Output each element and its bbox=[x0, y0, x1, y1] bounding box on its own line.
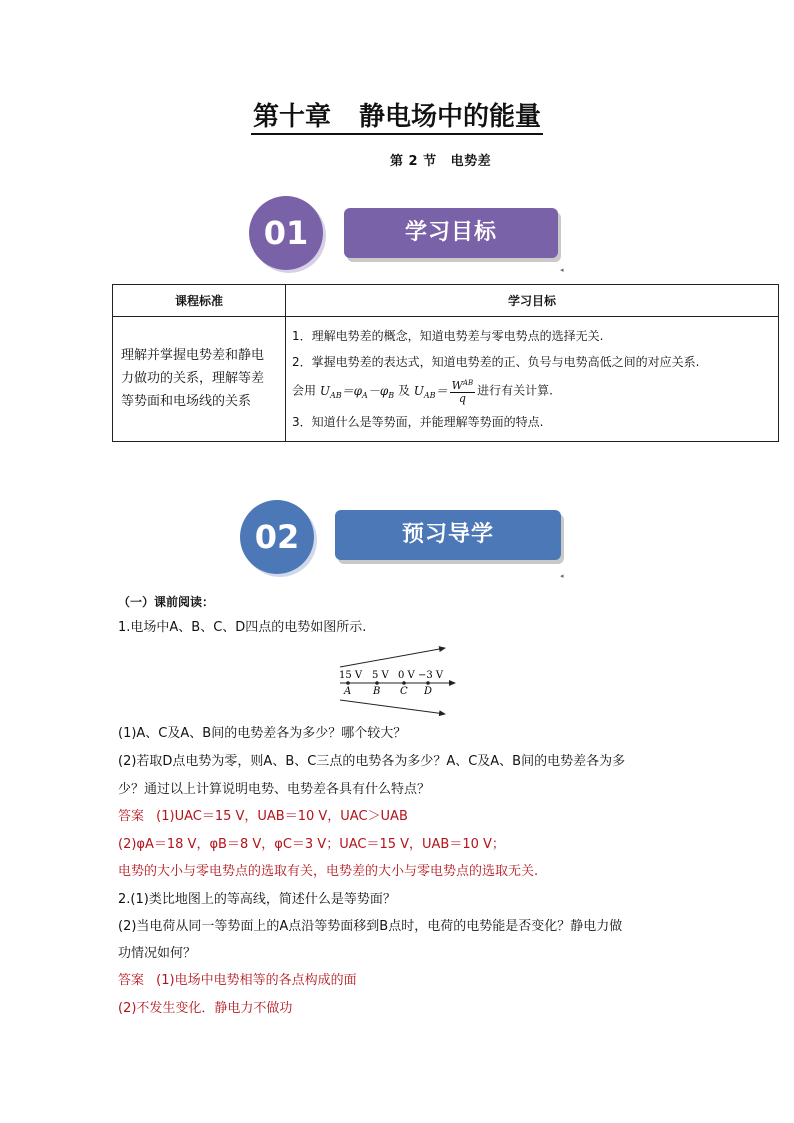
paragraph-mark-icon: ◂ bbox=[560, 266, 564, 274]
chapter-name: 静电场中的能量 bbox=[359, 102, 542, 132]
badge-banner: 学习目标 bbox=[344, 208, 558, 258]
formula-suffix: 进行有关计算. bbox=[477, 383, 553, 398]
objectives-cell bbox=[286, 317, 779, 442]
answer-label: 答案 bbox=[118, 973, 145, 988]
standard-line: 力做功的关系，理解等差 bbox=[121, 371, 265, 387]
section-title bbox=[390, 150, 491, 169]
badge-number-circle: 01 bbox=[249, 196, 323, 270]
field-line-lower bbox=[340, 700, 445, 714]
goals-table bbox=[112, 284, 779, 442]
point-dot bbox=[426, 681, 430, 685]
point-dot bbox=[346, 681, 350, 685]
field-line-upper bbox=[340, 648, 445, 667]
answer-text: (1)电场中电势相等的各点构成的面 bbox=[156, 973, 357, 988]
point-label: C bbox=[400, 686, 408, 697]
badge-number-circle: 02 bbox=[240, 500, 314, 574]
col-header-standard: 课程标准 bbox=[113, 285, 286, 317]
table-header-row bbox=[113, 285, 779, 317]
question-1-2-line2: 少？通过以上计算说明电势、电势差各具有什么特点？ bbox=[118, 782, 431, 797]
potential-diagram bbox=[335, 640, 465, 720]
point-label: D bbox=[424, 686, 433, 697]
potential-label: 5 V bbox=[372, 670, 389, 681]
badge-banner: 预习导学 bbox=[335, 510, 561, 560]
potential-label: 0 V bbox=[398, 670, 415, 681]
potential-label: 15 V bbox=[339, 670, 363, 681]
question-1-1: (1)A、C及A、B间的电势差各为多少？哪个较大？ bbox=[118, 726, 407, 741]
question-2-1: 2.(1)类比地图上的等高线，简述什么是等势面？ bbox=[118, 892, 396, 907]
answer-1-line1 bbox=[118, 803, 408, 831]
section-number: 第 2 节 bbox=[390, 154, 437, 169]
question-2-2-line1: (2)当电荷从同一等势面上的A点沿等势面移到B点时，电荷的电势能是否变化？静电力做 bbox=[118, 919, 623, 934]
formula-connector: 及 bbox=[397, 383, 410, 398]
reading-heading: （一）课前阅读： bbox=[118, 595, 215, 609]
question-2-2-line2: 功情况如何？ bbox=[118, 946, 197, 961]
objective-item-2: 2．掌握电势差的表达式，知道电势差的正、负号与电势高低之间的对应关系. bbox=[292, 355, 700, 369]
course-standard-cell bbox=[113, 317, 286, 442]
answer-1-line3: 电势的大小与零电势点的选取有关，电势差的大小与零电势点的选取无关. bbox=[118, 864, 539, 879]
standard-line: 等势面和电场线的关系 bbox=[121, 394, 252, 410]
answer-1-line2: (2)φA＝18 V，φB＝8 V，φC＝3 V；UAC＝15 V，UAB＝10 V； bbox=[118, 837, 505, 852]
table-row bbox=[113, 317, 779, 442]
standard-line: 理解并掌握电势差和静电 bbox=[121, 348, 265, 364]
chapter-title bbox=[0, 96, 794, 133]
objective-item-1: 1．理解电势差的概念，知道电势差与零电势点的选择无关. bbox=[292, 329, 604, 343]
objective-formula-line bbox=[292, 377, 772, 407]
point-label: B bbox=[373, 686, 381, 697]
paragraph-mark-icon: ◂ bbox=[560, 572, 564, 580]
formula-prefix: 会用 bbox=[292, 383, 317, 398]
answer-label: 答案 bbox=[118, 809, 145, 824]
point-dot bbox=[402, 681, 406, 685]
answer-2-line1 bbox=[118, 967, 357, 995]
answer-text: (1)UAC＝15 V，UAB＝10 V，UAC＞UAB bbox=[156, 809, 408, 824]
formula-uab-work: $U_{AB}=$ $\frac{W^{AB}}{q}$ bbox=[413, 379, 474, 405]
point-dot bbox=[375, 681, 379, 685]
question-1-2-line1: (2)若取D点电势为零，则A、B、C三点的电势各为多少？A、C及A、B间的电势差各为多 bbox=[118, 754, 626, 769]
section-name: 电势差 bbox=[450, 154, 492, 169]
formula-uab-phi: $U_{AB}=\varphi_A-\varphi_B$ bbox=[319, 383, 395, 400]
answer-2-line2: (2)不发生变化．静电力不做功 bbox=[118, 1001, 293, 1016]
point-label: A bbox=[344, 686, 352, 697]
potential-label: −3 V bbox=[418, 670, 444, 681]
question-1: 1.电场中A、B、C、D四点的电势如图所示. bbox=[118, 620, 367, 635]
objective-item-3: 3．知道什么是等势面，并能理解等势面的特点. bbox=[292, 414, 544, 429]
col-header-objectives: 学习目标 bbox=[286, 285, 779, 317]
chapter-number: 第十章 bbox=[252, 102, 331, 132]
